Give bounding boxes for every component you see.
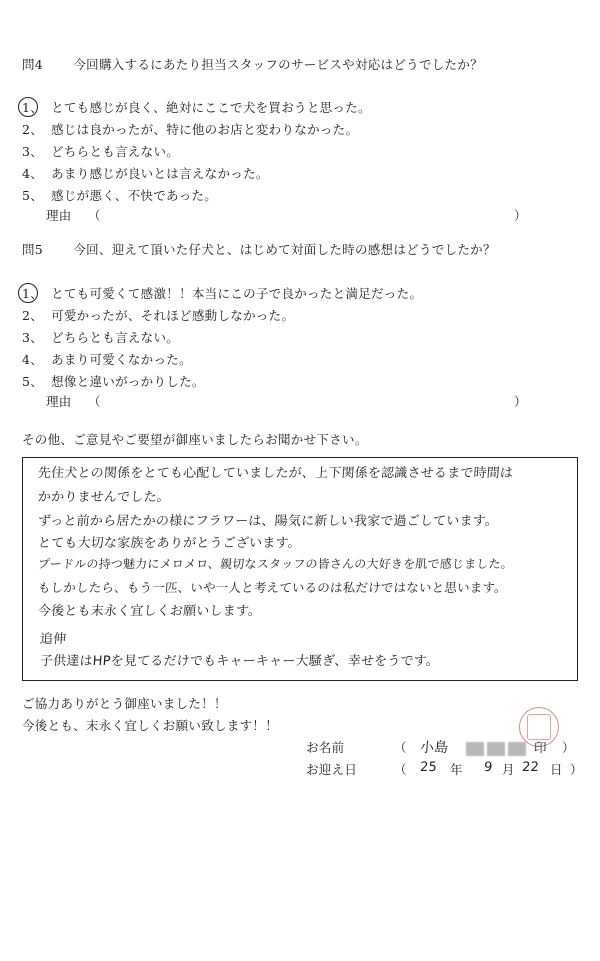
name-value: 小島 — [419, 740, 449, 756]
comment-line-4: とても大切な家族をありがとうございます。 — [37, 536, 302, 551]
q4-option-3-num: 3、 — [22, 144, 44, 159]
comment-ps: 追伸 — [39, 632, 67, 647]
name-seal-char: 印 — [534, 740, 547, 755]
comment-line-6: もしかしたら、もう一匹、いや一人と考えているのは私だけではないと思います。 — [37, 580, 508, 595]
comment-line-5: プードルの持つ魅力にメロメロ、親切なスタッフの皆さんの大好きを肌で感じました。 — [37, 557, 514, 571]
q4-option-5-text: 感じが悪く、不快であった。 — [51, 188, 218, 203]
date-label: お迎え日 — [306, 762, 358, 777]
q5-option-4 — [22, 350, 192, 368]
q5-option-1-text: とても可愛くて感激！！本当にこの子で良かったと満足だった。 — [51, 286, 423, 301]
name-close: ） — [562, 740, 575, 755]
q5-heading — [22, 240, 496, 258]
q5-option-2-num: 2、 — [22, 308, 44, 323]
name-label: お名前 — [306, 740, 345, 755]
q4-option-4-num: 4、 — [22, 166, 44, 181]
q4-text: 今回購入するにあたり担当スタッフのサービスや対応はどうでしたか？ — [73, 57, 483, 72]
closing-regards: 今後とも、末永く宜しくお願い致します！！ — [22, 718, 279, 733]
date-open: （ — [394, 762, 407, 777]
q5-option-5 — [22, 372, 205, 390]
q4-option-2-num: 2、 — [22, 122, 44, 137]
comment-line-1: 先住犬との関係をとても心配していましたが、上下関係を認識させるまで時間は — [37, 466, 514, 481]
closing-thanks: ご協力ありがとう御座いました！！ — [22, 696, 227, 711]
q5-option-4-text: あまり可愛くなかった。 — [51, 352, 192, 367]
redacted-block — [466, 742, 484, 756]
redacted-block — [508, 742, 526, 756]
q4-reason-label: 理由 — [46, 208, 72, 223]
q5-option-1-num: 1、 — [22, 286, 44, 301]
q5-option-2 — [22, 306, 294, 324]
q5-option-3 — [22, 328, 179, 346]
q4-reason-close: ） — [514, 208, 527, 223]
redacted-block — [487, 742, 505, 756]
date-year: 25 — [419, 760, 438, 775]
q5-option-5-text: 想像と違いがっかりした。 — [51, 374, 205, 389]
q5-text: 今回、迎えて頂いた仔犬と、はじめて対面した時の感想はどうでしたか？ — [73, 242, 496, 257]
comment-line-3: ずっと前から居たかの様にフラワーは、陽気に新しい我家で過ごしています。 — [37, 514, 499, 529]
date-day-unit: 日 — [550, 762, 563, 777]
q5-reason-label: 理由 — [46, 394, 72, 409]
date-close: ） — [570, 762, 583, 777]
q4-heading — [22, 55, 483, 73]
q4-option-1-text: とても感じが良く、絶対にここで犬を買おうと思った。 — [51, 100, 371, 115]
q5-reason-close: ） — [514, 394, 527, 409]
q4-option-1 — [22, 98, 371, 116]
q5-option-3-num: 3、 — [22, 330, 44, 345]
name-open: （ — [394, 740, 407, 755]
q4-option-3 — [22, 142, 179, 160]
q5-reason-open: （ — [88, 394, 101, 409]
q4-option-4-text: あまり感じが良いとは言えなかった。 — [51, 166, 269, 181]
date-year-unit: 年 — [450, 762, 463, 777]
q5-option-4-num: 4、 — [22, 352, 44, 367]
q5-number: 問5 — [22, 242, 44, 257]
comment-line-2: かかりませんでした。 — [37, 490, 171, 505]
q4-option-5 — [22, 186, 217, 204]
comment-line-7: 今後とも末永く宜しくお願いします。 — [37, 604, 262, 619]
date-day: 22 — [521, 760, 540, 775]
q4-reason-open: （ — [88, 208, 101, 223]
q5-option-2-text: 可愛かったが、それほど感動しなかった。 — [51, 308, 295, 323]
comment-line-9: 子供達はHPを見てるだけでもキャーキャー大騒ぎ、幸せをうです。 — [39, 654, 440, 669]
name-redacted — [466, 738, 529, 757]
q4-option-4 — [22, 164, 269, 182]
date-month-unit: 月 — [502, 762, 515, 777]
q5-option-5-num: 5、 — [22, 374, 44, 389]
q4-option-2 — [22, 120, 358, 138]
q4-option-1-num: 1、 — [22, 100, 44, 115]
q4-option-3-text: どちらとも言えない。 — [51, 144, 180, 159]
other-prompt: その他、ご意見やご要望が御座いましたらお聞かせ下さい。 — [22, 432, 368, 447]
date-month: 9 — [483, 760, 494, 775]
q5-option-1 — [22, 284, 422, 302]
q5-option-3-text: どちらとも言えない。 — [51, 330, 180, 345]
q4-number: 問4 — [22, 57, 44, 72]
q4-option-2-text: 感じは良かったが、特に他のお店と変わりなかった。 — [51, 122, 359, 137]
q4-option-5-num: 5、 — [22, 188, 44, 203]
